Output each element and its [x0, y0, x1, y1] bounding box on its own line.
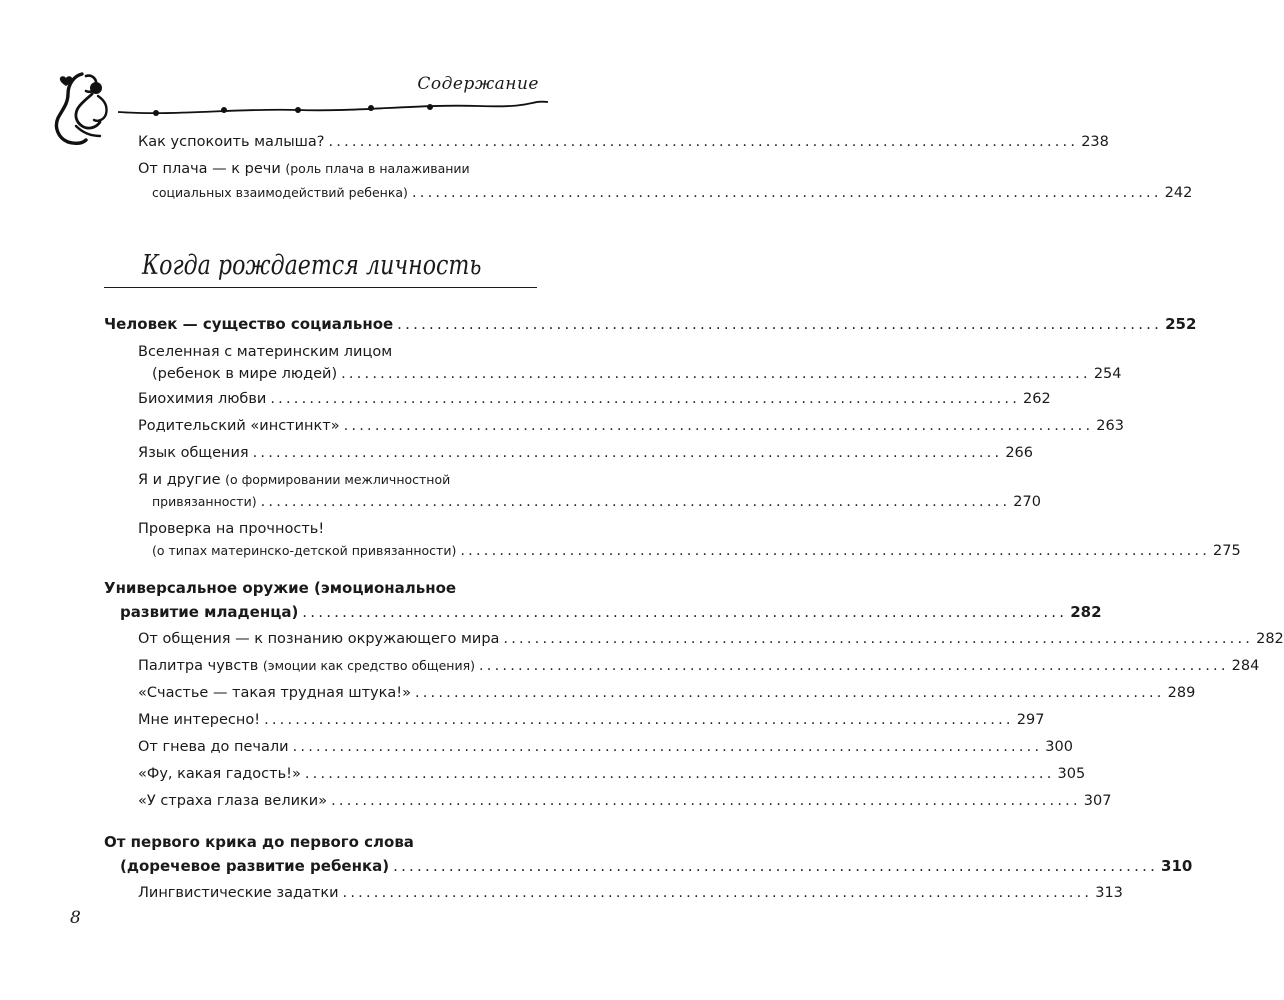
toc-entry-title-cont: (ребенок в мире людей)	[152, 366, 338, 382]
toc-chapter[interactable]	[104, 312, 1197, 336]
toc-entry-page: 284	[1231, 658, 1260, 674]
toc-entry[interactable]	[138, 681, 1196, 705]
toc-entry-title[interactable]: Вселенная с материнским лицом	[138, 344, 393, 360]
toc-entry[interactable]	[152, 362, 1122, 386]
toc-entry-title: Палитра чувств (эмоции как средство общения)	[138, 658, 475, 674]
dot-leader: ................................................................................................	[302, 603, 1068, 621]
toc-entry-title: От гнева до печали	[138, 739, 289, 755]
toc-entry-page: 275	[1213, 543, 1241, 559]
toc-entry[interactable]	[138, 414, 1124, 438]
toc-entry[interactable]	[138, 654, 1260, 678]
dot-leader: ................................................................................................	[264, 712, 1014, 728]
toc-entry-page: 289	[1167, 685, 1196, 701]
toc-entry-title: От общения — к познанию окружающего мира	[138, 631, 500, 647]
dot-leader: ................................................................................................	[478, 658, 1229, 674]
toc-chapter-title-cont: (доречевое развитие ребенка)	[120, 857, 390, 875]
toc-entry-title: Язык общения	[138, 445, 249, 461]
dot-leader: ................................................................................................	[270, 391, 1021, 407]
toc-chapter-title: Человек — существо социальное	[104, 315, 394, 333]
toc-entry[interactable]	[138, 387, 1051, 411]
mother-holding-baby-icon	[52, 66, 124, 148]
toc-entry-page: 238	[1081, 134, 1109, 150]
toc-entry[interactable]	[152, 490, 1041, 514]
toc-entry-title[interactable]: Проверка на прочность!	[138, 521, 325, 537]
toc-entry-title: «У страха глаза велики»	[138, 793, 328, 809]
section-title: Когда рождается личность	[141, 250, 482, 281]
toc-entry-title: Биохимия любви	[138, 391, 267, 407]
page-number: 8	[70, 908, 81, 928]
toc-entry[interactable]	[152, 539, 1241, 563]
header-decorative-line	[118, 92, 548, 122]
toc-entry[interactable]	[138, 735, 1073, 759]
running-header-title: Содержание	[417, 74, 539, 94]
toc-chapter[interactable]	[120, 854, 1193, 878]
toc-entry-title: Лингвистические задатки	[138, 885, 339, 901]
toc-entry-page: 263	[1096, 418, 1124, 434]
toc-entry-title: Родительский «инстинкт»	[138, 418, 340, 434]
toc-entry-page: 242	[1164, 185, 1193, 201]
dot-leader: ................................................................................................	[304, 766, 1055, 782]
toc-chapter-title[interactable]: От первого крика до первого слова	[104, 833, 414, 851]
toc-entry-title-cont: привязанности)	[152, 494, 257, 509]
toc-entry-page: 305	[1057, 766, 1086, 782]
toc-entry-title: «Фу, какая гадость!»	[138, 766, 301, 782]
dot-leader: ................................................................................................	[292, 739, 1043, 755]
toc-chapter-title-cont: развитие младенца)	[120, 603, 299, 621]
dot-leader: ................................................................................................	[328, 134, 1079, 150]
dot-leader: ................................................................................................	[460, 543, 1211, 559]
toc-entry[interactable]	[138, 789, 1112, 813]
dot-leader: ................................................................................................	[341, 366, 1091, 382]
dot-leader: ................................................................................................	[260, 494, 1011, 510]
toc-entry-page: 270	[1013, 494, 1041, 510]
toc-entry-page: 254	[1093, 366, 1122, 382]
dot-leader: ................................................................................................	[331, 793, 1081, 809]
toc-entry[interactable]	[138, 130, 1109, 154]
section-divider	[104, 287, 537, 288]
toc-entry-title: Мне интересно!	[138, 712, 261, 728]
toc-entry-page: 307	[1083, 793, 1112, 809]
toc-entry[interactable]	[138, 627, 1284, 651]
toc-entry-page: 262	[1023, 391, 1051, 407]
toc-entry-title-cont: (о типах материнско-детской привязанности)	[152, 543, 457, 558]
dot-leader: ................................................................................................	[397, 315, 1163, 333]
toc-entry[interactable]	[138, 881, 1123, 905]
toc-entry-title-cont: социальных взаимодействий ребенка)	[152, 185, 408, 200]
dot-leader: ................................................................................................	[411, 185, 1162, 201]
toc-entry-page: 300	[1045, 739, 1073, 755]
toc-entry[interactable]	[152, 181, 1193, 205]
dot-leader: ................................................................................................	[343, 418, 1094, 434]
toc-chapter[interactable]	[120, 600, 1102, 624]
toc-entry-page: 266	[1005, 445, 1033, 461]
toc-entry-title: «Счастье — такая трудная штука!»	[138, 685, 411, 701]
dot-leader: ................................................................................................	[252, 445, 1003, 461]
toc-entry[interactable]	[138, 762, 1086, 786]
toc-chapter-page: 252	[1165, 315, 1197, 333]
dot-leader: ................................................................................................	[414, 685, 1165, 701]
dot-leader: ................................................................................................	[503, 631, 1254, 647]
toc-entry-page: 282	[1256, 631, 1284, 647]
toc-entry-page: 297	[1016, 712, 1045, 728]
toc-entry-title[interactable]: Я и другие (о формировании межличностной	[138, 472, 451, 488]
toc-chapter-title[interactable]: Универсальное оружие (эмоциональное	[104, 579, 457, 597]
toc-entry-page: 313	[1095, 885, 1123, 901]
dot-leader: ................................................................................................	[393, 857, 1159, 875]
toc-chapter-page: 282	[1070, 603, 1102, 621]
toc-chapter-page: 310	[1161, 857, 1193, 875]
toc-entry[interactable]	[138, 708, 1045, 732]
toc-entry-title[interactable]: От плача — к речи (роль плача в налаживании	[138, 161, 470, 177]
dot-leader: ................................................................................................	[342, 885, 1093, 901]
toc-entry-title: Как успокоить малыша?	[138, 134, 325, 150]
toc-entry[interactable]	[138, 441, 1033, 465]
